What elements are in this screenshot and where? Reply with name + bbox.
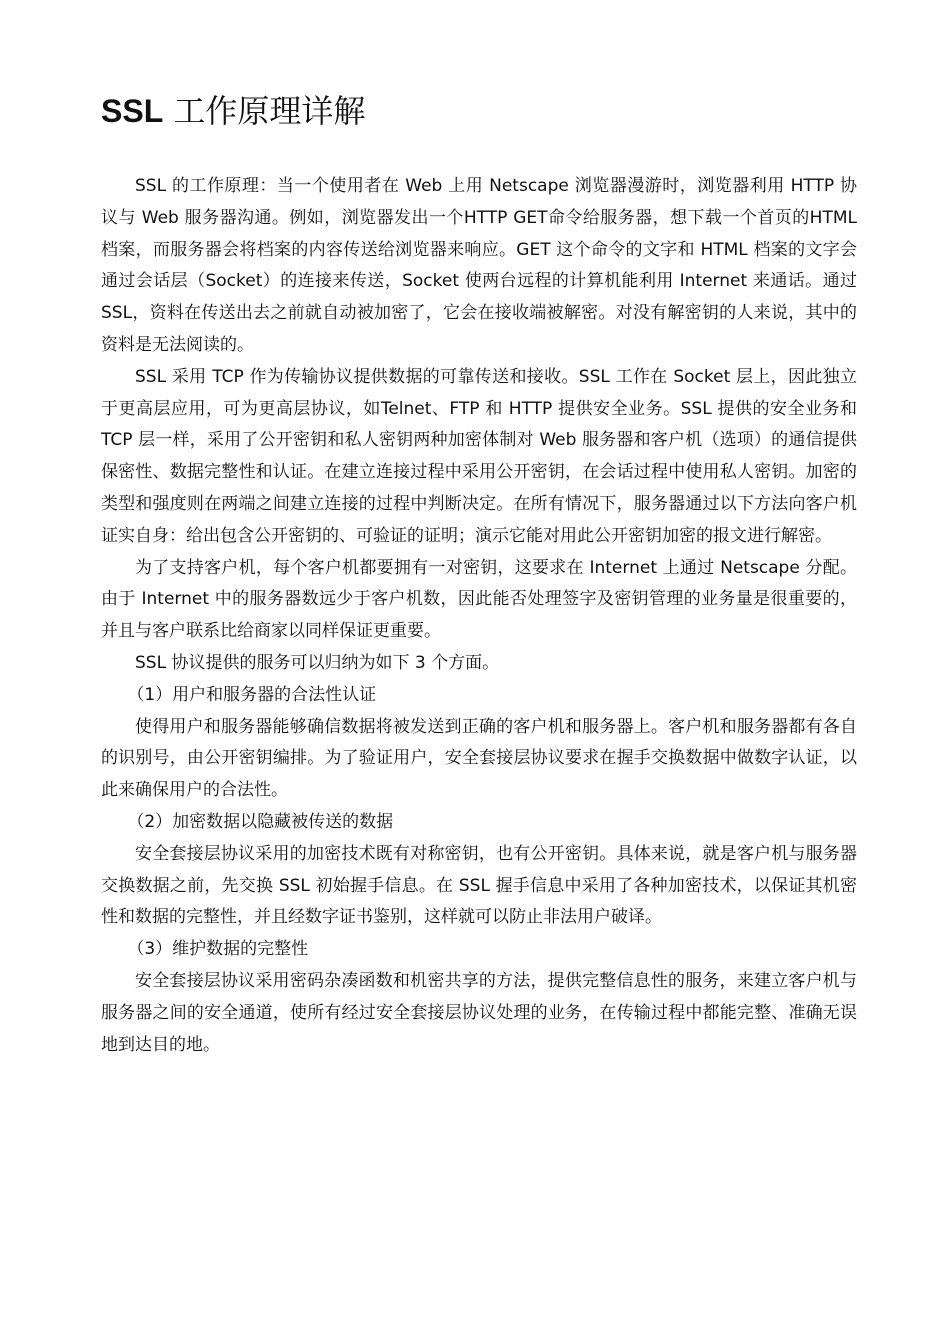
section-heading-encryption: （2）加密数据以隐藏被传送的数据	[127, 811, 394, 832]
paragraph-services-intro: SSL 协议提供的服务可以归纳为如下 3 个方面。	[135, 652, 500, 673]
document-title-text: 工作原理详解	[163, 92, 366, 130]
section-heading-authentication: （1）用户和服务器的合法性认证	[127, 684, 377, 705]
paragraph-ssl-principle: SSL 的工作原理：当一个使用者在 Web 上用 Netscape 浏览器漫游时，浏览器利用 HTTP 协议与 Web 服务器沟通。例如，浏览器发出一个HTTP GET命令给服务器，想下载一个首页的HTML 档案，而服务器会将档案的内容传送给浏览器来响应。GET 这个命令的文字和 HTML 档案的文字会通过会话层（Socket）的连接来传送，Socket 使两台远程的计算机能利用 Internet 来通话。通过 SSL，资料在传送出去之前就自动被加密了，它会在接收端被解密。对没有解密钥的人来说，其中的资料是无法阅读的。	[101, 176, 857, 355]
paragraph-client-keys: 为了支持客户机，每个客户机都要拥有一对密钥，这要求在 Internet 上通过 Netscape 分配。由于 Internet 中的服务器数远少于客户机数，因此能否处理签字及密钥管理的业务量是很重要的，并且与客户联系比给商家以同样保证更重要。	[101, 557, 857, 642]
paragraph-integrity: 安全套接层协议采用密码杂凑函数和机密共享的方法，提供完整信息性的服务，来建立客户机与服务器之间的安全通道，使所有经过安全套接层协议处理的业务，在传输过程中都能完整、准确无误地到达目的地。	[101, 970, 857, 1055]
document-title	[101, 88, 365, 134]
document-title-latin: SSL	[101, 93, 164, 129]
section-heading-integrity: （3）维护数据的完整性	[127, 939, 309, 960]
document-body	[101, 171, 857, 1061]
paragraph-encryption: 安全套接层协议采用的加密技术既有对称密钥，也有公开密钥。具体来说，就是客户机与服务器交换数据之前，先交换 SSL 初始握手信息。在 SSL 握手信息中采用了各种加密技术，以保证其机密性和数据的完整性，并且经数字证书鉴别，这样就可以防止非法用户破译。	[101, 843, 857, 928]
paragraph-tcp-transport: SSL 采用 TCP 作为传输协议提供数据的可靠传送和接收。SSL 工作在 Socket 层上，因此独立于更高层应用，可为更高层协议，如Telnet、FTP 和 HTTP 提供安全业务。SSL 提供的安全业务和 TCP 层一样，采用了公开密钥和私人密钥两种加密体制对 Web 服务器和客户机（选项）的通信提供保密性、数据完整性和认证。在建立连接过程中采用公开密钥，在会话过程中使用私人密钥。加密的类型和强度则在两端之间建立连接的过程中判断决定。在所有情况下，服务器通过以下方法向客户机证实自身：给出包含公开密钥的、可验证的证明；演示它能对用此公开密钥加密的报文进行解密。	[101, 366, 857, 546]
paragraph-authentication: 使得用户和服务器能够确信数据将被发送到正确的客户机和服务器上。客户机和服务器都有各自的识别号，由公开密钥编排。为了验证用户，安全套接层协议要求在握手交换数据中做数字认证，以此来确保用户的合法性。	[101, 716, 857, 801]
